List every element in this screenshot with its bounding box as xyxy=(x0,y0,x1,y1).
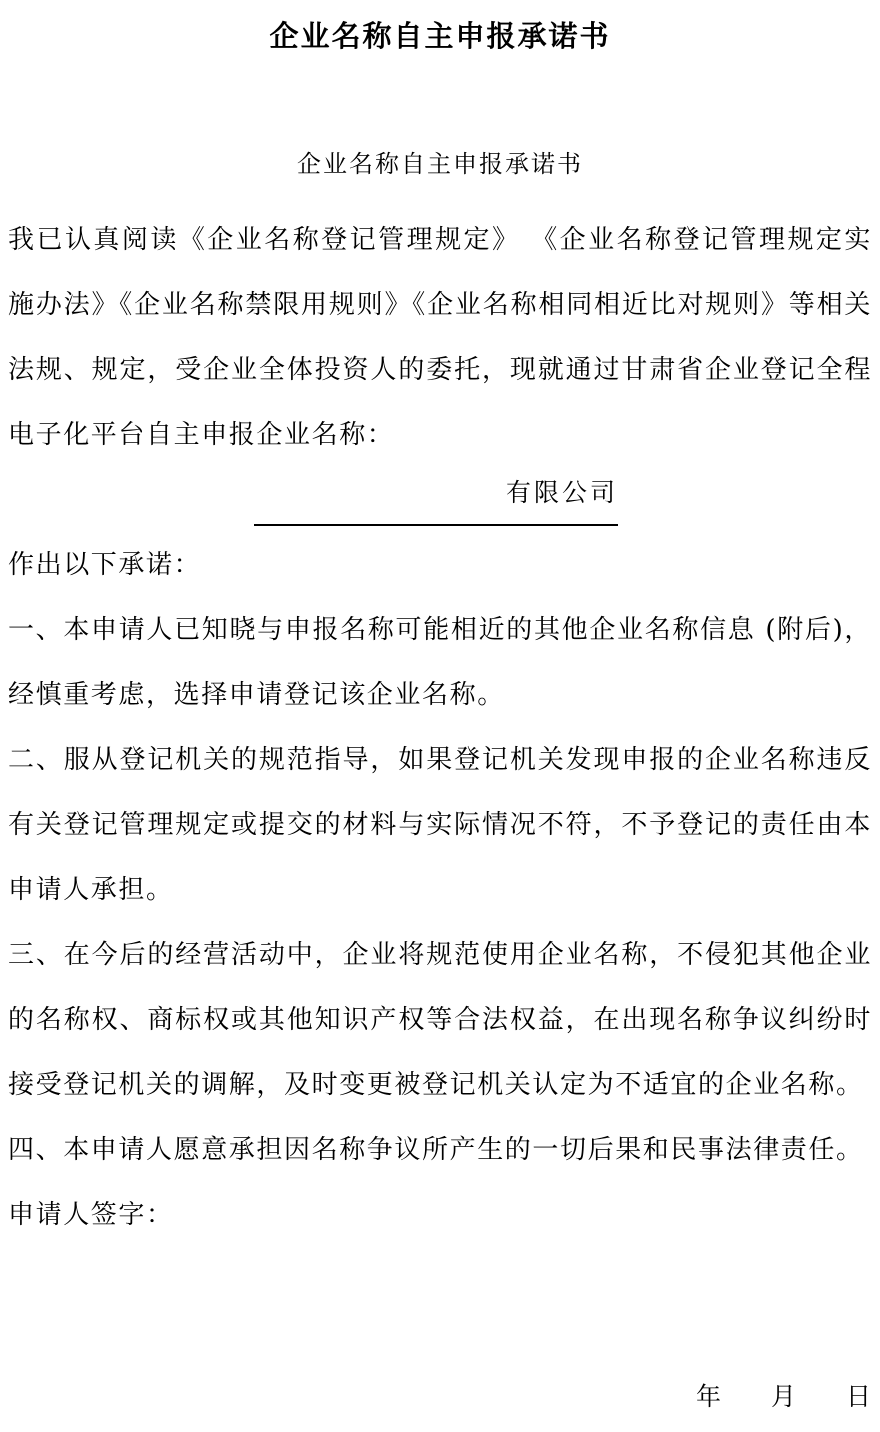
date-year-label: 年 xyxy=(696,1382,722,1411)
commitment-item-1: 一、本申请人已知晓与申报名称可能相近的其他企业名称信息 (附后)，经慎重考虑，选择申请登记该企业名称。 xyxy=(8,615,872,710)
document-title: 企业名称自主申报承诺书 xyxy=(269,19,611,53)
company-name-row xyxy=(8,468,872,533)
commitment-item-4: 四、本申请人愿意承担因名称争议所产生的一切后果和民事法律责任。 xyxy=(8,1135,864,1165)
date-month-label: 月 xyxy=(771,1382,797,1411)
commitment-lead: 作出以下承诺： xyxy=(8,550,202,580)
document-subtitle: 企业名称自主申报承诺书 xyxy=(297,150,583,178)
document-body xyxy=(8,208,872,1248)
signature-label: 申请人签字： xyxy=(8,1200,174,1230)
date-day-label: 日 xyxy=(846,1382,872,1411)
company-name-field: 有限公司 xyxy=(254,468,618,526)
date-line xyxy=(0,1372,880,1422)
intro-paragraph: 我已认真阅读《企业名称登记管理规定》 《企业名称登记管理规定实施办法》《企业名称禁限用规则》《企业名称相同相近比对规则》等相关法规、规定，受企业全体投资人的委托，现就通过甘肃省企业登记全程电子化平台自主申报企业名称： xyxy=(8,225,872,450)
commitment-item-2: 二、服从登记机关的规范指导，如果登记机关发现申报的企业名称违反有关登记管理规定或提交的材料与实际情况不符，不予登记的责任由本申请人承担。 xyxy=(8,745,872,905)
commitment-item-3: 三、在今后的经营活动中，企业将规范使用企业名称，不侵犯其他企业的名称权、商标权或其他知识产权等合法权益，在出现名称争议纠纷时接受登记机关的调解，及时变更被登记机关认定为不适宜的企业名称。 xyxy=(8,940,872,1100)
